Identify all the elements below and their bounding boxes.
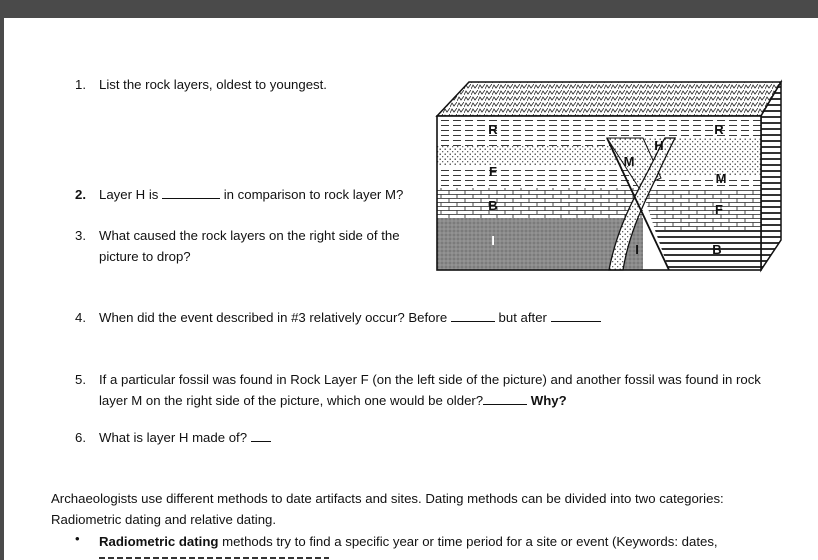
label-m-right: M bbox=[715, 171, 727, 186]
side-face bbox=[761, 82, 781, 270]
bullet-bold-term: Radiometric dating bbox=[99, 534, 219, 549]
question-text bbox=[99, 369, 761, 411]
window-top-bar bbox=[0, 0, 818, 18]
question-text bbox=[99, 184, 403, 205]
question-line-1: If a particular fossil was found in Rock Layer F (on the left side of the picture) and another fossil was found in rock bbox=[99, 372, 761, 387]
answer-blank[interactable] bbox=[551, 309, 601, 322]
question-text bbox=[99, 427, 271, 448]
label-b-left: B bbox=[488, 198, 498, 213]
bullet-item bbox=[99, 531, 799, 552]
question-text-pre: When did the event described in #3 relatively occur? Before bbox=[99, 310, 448, 325]
question-line-1: What caused the rock layers on the right side of the bbox=[99, 228, 400, 243]
question-text: List the rock layers, oldest to youngest. bbox=[99, 77, 327, 92]
layer-f-left bbox=[437, 166, 643, 188]
top-surface bbox=[437, 82, 781, 116]
layer-i-right bbox=[655, 230, 761, 270]
question-line-2: picture to drop? bbox=[99, 249, 191, 264]
question-text-pre: Layer H is bbox=[99, 187, 159, 202]
label-r-left: R bbox=[488, 122, 498, 137]
intro-paragraph bbox=[51, 488, 791, 530]
label-f-right: F bbox=[715, 202, 723, 217]
answer-blank[interactable] bbox=[451, 309, 495, 322]
label-h: H bbox=[654, 138, 664, 153]
label-i-left: I bbox=[491, 233, 495, 248]
paragraph-line-2: Radiometric dating and relative dating. bbox=[51, 512, 277, 527]
question-number: 2. bbox=[75, 187, 86, 202]
label-i-right: I bbox=[635, 242, 639, 257]
question-text bbox=[99, 225, 400, 267]
question-text bbox=[99, 307, 601, 328]
question-number: 5. bbox=[75, 372, 86, 387]
question-number: 4. bbox=[75, 310, 86, 325]
label-r-right: R bbox=[714, 122, 724, 137]
label-f-left: F bbox=[489, 164, 497, 179]
label-b-right: B bbox=[712, 242, 722, 257]
bullet-symbol: • bbox=[75, 531, 80, 546]
question-number: 3. bbox=[75, 228, 86, 243]
clipped-line-fragment bbox=[99, 553, 339, 560]
rock-layers-diagram bbox=[429, 78, 789, 273]
question-line-2-pre: layer M on the right side of the picture, which one would be older? bbox=[99, 393, 484, 408]
layer-b-right bbox=[642, 190, 761, 230]
question-text-mid: but after bbox=[498, 310, 547, 325]
answer-blank[interactable] bbox=[483, 392, 527, 405]
bullet-rest: methods try to find a specific year or time period for a site or event (Keywords: dates, bbox=[218, 534, 718, 549]
question-number: 1. bbox=[75, 77, 86, 92]
question-text-pre: What is layer H made of? bbox=[99, 430, 248, 445]
question-number: 6. bbox=[75, 430, 86, 445]
answer-blank[interactable] bbox=[162, 186, 220, 199]
label-m-wedge: M bbox=[623, 154, 635, 169]
layer-b-left bbox=[437, 188, 643, 218]
question-text-post: in comparison to rock layer M? bbox=[223, 187, 404, 202]
answer-blank[interactable] bbox=[251, 429, 271, 442]
layer-r-right bbox=[614, 116, 761, 138]
why-label: Why? bbox=[530, 393, 567, 408]
paragraph-line-1: Archaeologists use different methods to date artifacts and sites. Dating methods can be divided into two categories: bbox=[51, 491, 724, 506]
